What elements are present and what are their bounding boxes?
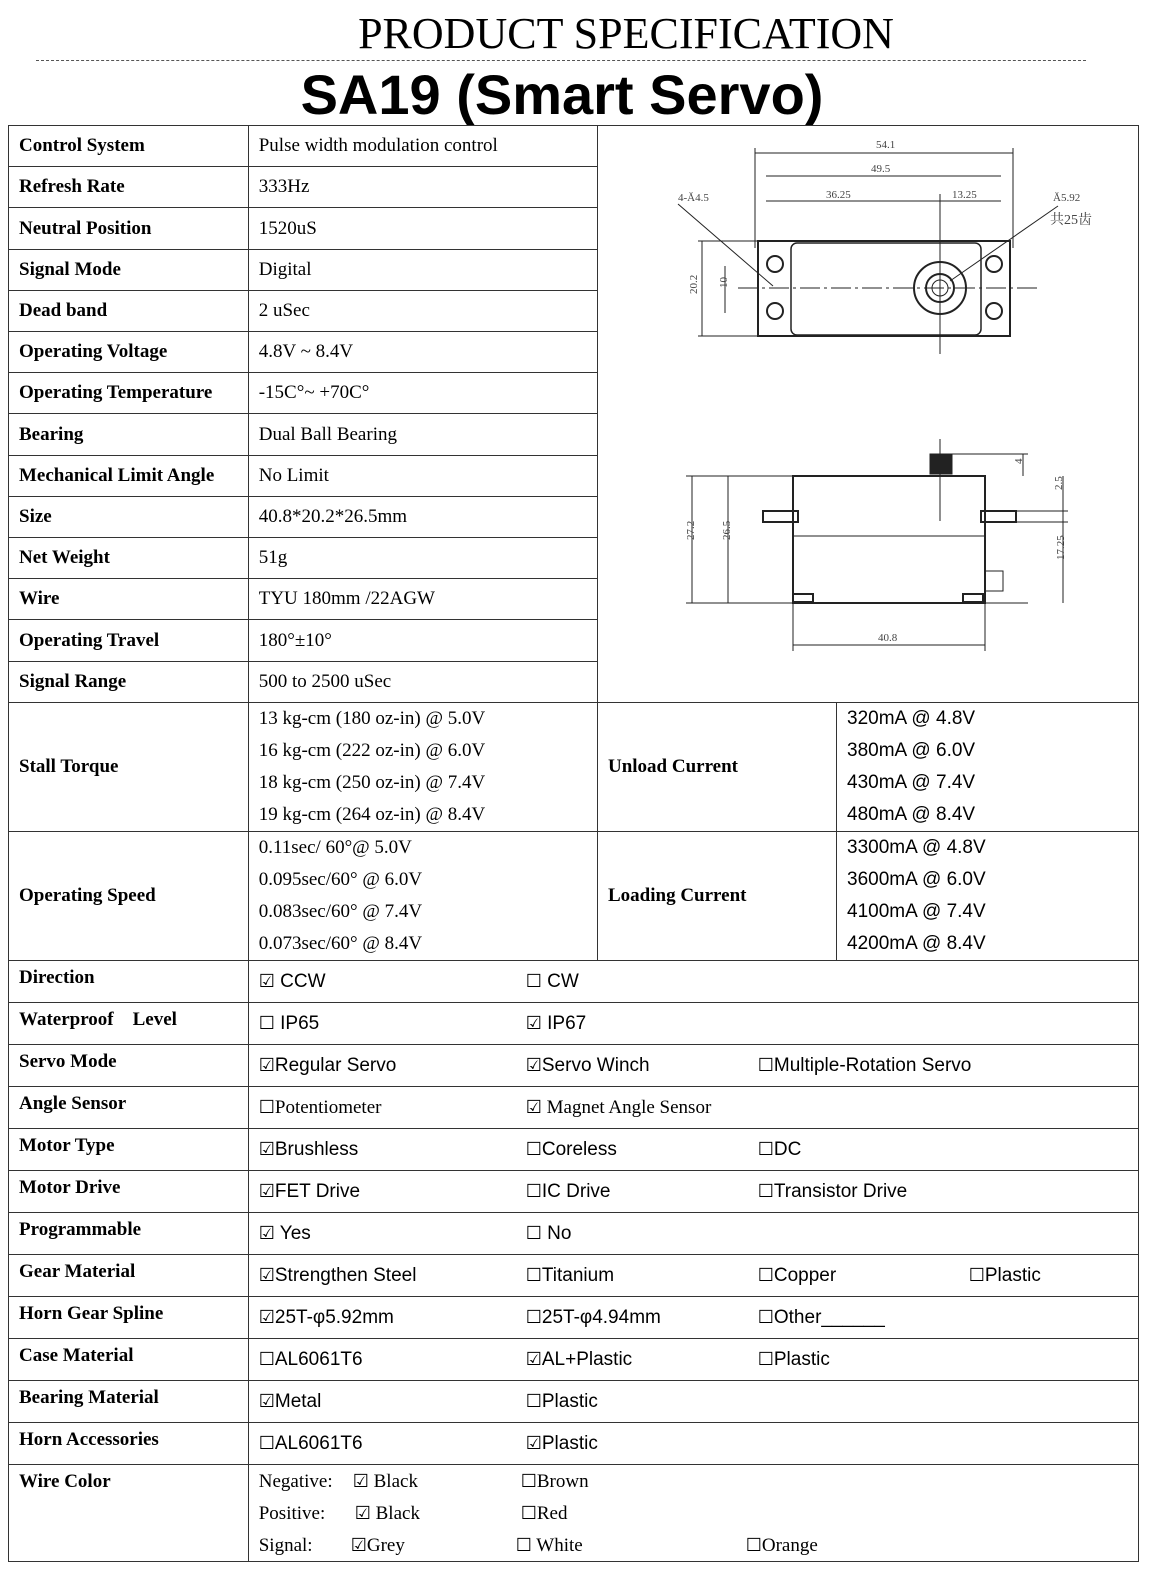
option-checkbox[interactable]: [259, 1265, 417, 1287]
dim-2-5: 2.5: [1052, 476, 1065, 490]
checked-box-icon: ☑: [258, 1265, 275, 1285]
option-row: [9, 1213, 1139, 1255]
option-label: Horn Gear Spline: [9, 1297, 249, 1339]
option-label: Motor Type: [9, 1129, 249, 1171]
option-row: [9, 1171, 1139, 1213]
spec-table: [8, 125, 1139, 1562]
wire-role-label: Negative:: [258, 1471, 333, 1492]
spec-label: Mechanical Limit Angle: [9, 455, 249, 496]
option-checkbox[interactable]: [969, 1265, 1041, 1287]
option-text: AL6061T6: [274, 1349, 363, 1370]
checked-box-icon: ☑: [258, 1223, 275, 1243]
option-text: 25T-φ5.92mm: [274, 1307, 394, 1328]
spec-label: Net Weight: [9, 538, 249, 579]
checked-box-icon: ☑: [352, 1471, 369, 1491]
spec-value: No Limit: [248, 455, 597, 496]
option-checkbox[interactable]: [259, 1223, 311, 1245]
option-text: Strengthen Steel: [274, 1265, 417, 1286]
option-label: Servo Mode: [9, 1045, 249, 1087]
option-checkbox[interactable]: [259, 1055, 397, 1077]
option-checkbox[interactable]: [758, 1139, 802, 1161]
unchecked-box-icon: ☐: [757, 1139, 774, 1159]
option-checkbox[interactable]: [526, 1181, 611, 1203]
option-checkbox[interactable]: [259, 1349, 363, 1371]
dim-27-2: 27.2: [684, 520, 697, 540]
wire-color-text: Black: [368, 1471, 418, 1492]
spec-value: 500 to 2500 uSec: [248, 661, 597, 702]
option-label: Programmable: [9, 1213, 249, 1255]
spec-value: Digital: [248, 249, 597, 290]
speed-current-value: 4200mA @ 8.4V: [847, 933, 986, 954]
option-text: Plastic: [984, 1265, 1041, 1286]
spec-value: 51g: [248, 538, 597, 579]
option-checkbox[interactable]: [526, 1349, 632, 1371]
option-text: Multiple-Rotation Servo: [773, 1055, 972, 1076]
spec-label: Signal Mode: [9, 249, 249, 290]
option-checkbox[interactable]: [259, 1433, 363, 1455]
unchecked-box-icon: ☐: [258, 1097, 275, 1117]
wire-color-text: Brown: [536, 1471, 589, 1492]
unchecked-box-icon: ☐: [520, 1471, 537, 1491]
option-checkbox[interactable]: [259, 1307, 394, 1329]
wire-color-checkbox[interactable]: [351, 1535, 405, 1557]
checked-box-icon: ☑: [525, 1097, 542, 1117]
speed-current-value: 4100mA @ 7.4V: [847, 901, 986, 922]
option-text: Plastic: [773, 1349, 830, 1370]
option-text: IC Drive: [541, 1181, 611, 1202]
dim-49-5: 49.5: [870, 163, 891, 175]
option-checkbox[interactable]: [758, 1265, 836, 1287]
option-checkbox[interactable]: [526, 1223, 572, 1245]
option-text: Yes: [274, 1223, 311, 1244]
spec-label: Signal Range: [9, 661, 249, 702]
option-label: Motor Drive: [9, 1171, 249, 1213]
speed-row: [9, 832, 1139, 961]
torque-current-value: 380mA @ 6.0V: [847, 740, 976, 761]
option-text: No: [541, 1223, 572, 1244]
dim-26-5: 26.5: [720, 520, 733, 540]
unchecked-box-icon: ☐: [525, 1307, 542, 1327]
wire-role-label: Signal:: [258, 1535, 313, 1556]
checked-box-icon: ☑: [258, 1181, 275, 1201]
option-text: Plastic: [541, 1433, 598, 1454]
spec-value: 2 uSec: [248, 290, 597, 331]
wire-color-text: White: [531, 1535, 583, 1556]
checked-box-icon: ☑: [258, 1307, 275, 1327]
spec-value: 333Hz: [248, 167, 597, 208]
option-checkbox[interactable]: [259, 1391, 322, 1413]
document-title: PRODUCT SPECIFICATION: [358, 9, 894, 58]
option-label: Case Material: [9, 1339, 249, 1381]
option-text: DC: [773, 1139, 802, 1160]
wire-color-checkbox[interactable]: [521, 1471, 589, 1493]
option-checkbox[interactable]: [526, 1139, 617, 1161]
option-checkbox[interactable]: [758, 1349, 830, 1371]
unchecked-box-icon: ☐: [520, 1503, 537, 1523]
option-row: [9, 1339, 1139, 1381]
dim-17-25: 17.25: [1054, 535, 1067, 560]
unchecked-box-icon: ☐: [757, 1055, 774, 1075]
option-checkbox[interactable]: [526, 1097, 712, 1119]
option-text: Titanium: [541, 1265, 615, 1286]
unchecked-box-icon: ☐: [525, 1223, 542, 1243]
option-checkbox[interactable]: [526, 1055, 650, 1077]
spec-value: Pulse width modulation control: [248, 126, 597, 167]
wire-color-text: Red: [536, 1503, 568, 1524]
unchecked-box-icon: ☐: [757, 1181, 774, 1201]
speed-current-value: 3600mA @ 6.0V: [847, 869, 986, 890]
wire-color-text: Orange: [761, 1535, 818, 1556]
spec-label: Operating Temperature: [9, 373, 249, 414]
dim-36-25: 36.25: [825, 189, 851, 201]
wire-color-label: Wire Color: [9, 1465, 249, 1562]
option-text: IP65: [274, 1013, 320, 1034]
spec-label: Refresh Rate: [9, 167, 249, 208]
option-checkbox[interactable]: [526, 971, 579, 993]
option-text: 25T-φ4.94mm: [541, 1307, 661, 1328]
unchecked-box-icon: ☐: [525, 1391, 542, 1411]
unchecked-box-icon: ☐: [525, 971, 542, 991]
speed-current-label: Loading Current: [597, 832, 836, 961]
spec-value: 40.8*20.2*26.5mm: [248, 496, 597, 537]
option-text: Transistor Drive: [773, 1181, 908, 1202]
checked-box-icon: ☑: [525, 1055, 542, 1075]
option-row: [9, 961, 1139, 1003]
torque-value: 19 kg-cm (264 oz-in) @ 8.4V: [258, 804, 486, 825]
spec-value: 180°±10°: [248, 620, 597, 661]
option-row: [9, 1255, 1139, 1297]
checked-box-icon: ☑: [258, 1391, 275, 1411]
option-checkbox[interactable]: [526, 1391, 598, 1413]
torque-value: 18 kg-cm (250 oz-in) @ 7.4V: [258, 772, 486, 793]
option-checkbox[interactable]: [526, 1307, 661, 1329]
option-text: AL+Plastic: [541, 1349, 633, 1370]
checked-box-icon: ☑: [258, 1055, 275, 1075]
option-checkbox[interactable]: [526, 1265, 614, 1287]
spec-value: 1520uS: [248, 208, 597, 249]
option-text: Brushless: [274, 1139, 359, 1160]
spec-label: Operating Voltage: [9, 332, 249, 373]
dim-4: 4: [1012, 458, 1025, 464]
option-text: Other______: [773, 1307, 885, 1328]
torque-label: Stall Torque: [9, 703, 249, 832]
torque-current-value: 480mA @ 8.4V: [847, 804, 976, 825]
option-text: Copper: [773, 1265, 837, 1286]
wire-color-checkbox[interactable]: [353, 1471, 418, 1493]
wire-color-row: [9, 1465, 1139, 1562]
option-row: [9, 1129, 1139, 1171]
dim-40-8: 40.8: [877, 632, 898, 644]
spec-label: Bearing: [9, 414, 249, 455]
checked-box-icon: ☑: [525, 1013, 542, 1033]
checked-box-icon: ☑: [354, 1503, 371, 1523]
torque-current-label: Unload Current: [597, 703, 836, 832]
speed-value: 0.083sec/60° @ 7.4V: [258, 901, 423, 922]
unchecked-box-icon: ☐: [525, 1181, 542, 1201]
checked-box-icon: ☑: [350, 1535, 367, 1555]
unchecked-box-icon: ☐: [757, 1307, 774, 1327]
option-label: Gear Material: [9, 1255, 249, 1297]
unchecked-box-icon: ☐: [258, 1013, 275, 1033]
unchecked-box-icon: ☐: [757, 1265, 774, 1285]
dim-20-2: 20.2: [687, 274, 700, 294]
dim-13-25: 13.25: [951, 189, 977, 201]
dim-10: 10: [717, 277, 730, 288]
spec-value: -15C°~ +70C°: [248, 373, 597, 414]
option-text: FET Drive: [274, 1181, 361, 1202]
speed-value: 0.073sec/60° @ 8.4V: [258, 933, 423, 954]
option-label: Waterproof Level: [9, 1003, 249, 1045]
option-row: [9, 1297, 1139, 1339]
wire-color-text: Black: [370, 1503, 420, 1524]
dim-holes: 4-Ă4.5: [677, 192, 709, 204]
option-checkbox[interactable]: [259, 1013, 320, 1035]
torque-value: 16 kg-cm (222 oz-in) @ 6.0V: [258, 740, 486, 761]
title-divider: [36, 60, 1086, 61]
option-label: Angle Sensor: [9, 1087, 249, 1129]
spec-row: [9, 126, 1139, 167]
option-text: Servo Winch: [541, 1055, 650, 1076]
unchecked-box-icon: ☐: [258, 1349, 275, 1369]
dim-spline: Ă5.92: [1052, 192, 1081, 204]
checked-box-icon: ☑: [258, 971, 275, 991]
unchecked-box-icon: ☐: [525, 1265, 542, 1285]
option-text: Coreless: [541, 1139, 617, 1160]
checked-box-icon: ☑: [525, 1433, 542, 1453]
wire-color-text: Grey: [366, 1535, 405, 1556]
spec-label: Dead band: [9, 290, 249, 331]
torque-current-value: 320mA @ 4.8V: [847, 708, 976, 729]
option-label: Bearing Material: [9, 1381, 249, 1423]
spec-label: Size: [9, 496, 249, 537]
wire-color-checkbox[interactable]: [516, 1535, 583, 1557]
wire-color-checkbox[interactable]: [355, 1503, 420, 1525]
spec-label: Neutral Position: [9, 208, 249, 249]
checked-box-icon: ☑: [258, 1139, 275, 1159]
option-text: IP67: [541, 1013, 587, 1034]
option-text: Metal: [274, 1391, 322, 1412]
option-checkbox[interactable]: [758, 1307, 885, 1329]
option-checkbox[interactable]: [758, 1055, 972, 1077]
unchecked-box-icon: ☐: [745, 1535, 762, 1555]
option-row: [9, 1381, 1139, 1423]
option-row: [9, 1003, 1139, 1045]
option-text: Potentiometer: [274, 1097, 382, 1118]
unchecked-box-icon: ☐: [515, 1535, 532, 1555]
option-checkbox[interactable]: [259, 1097, 382, 1119]
option-checkbox[interactable]: [526, 1013, 587, 1035]
unchecked-box-icon: ☐: [968, 1265, 985, 1285]
dimension-drawing: [597, 126, 1138, 703]
torque-current-value: 430mA @ 7.4V: [847, 772, 976, 793]
top-view-drawing: [678, 139, 1092, 354]
option-checkbox[interactable]: [259, 971, 326, 993]
checked-box-icon: ☑: [525, 1349, 542, 1369]
option-text: CCW: [274, 971, 326, 992]
torque-row: [9, 703, 1139, 832]
speed-value: 0.095sec/60° @ 6.0V: [258, 869, 423, 890]
wire-color-checkbox[interactable]: [746, 1535, 818, 1557]
spec-value: TYU 180mm /22AGW: [248, 579, 597, 620]
option-text: CW: [541, 971, 579, 992]
dim-54-1: 54.1: [875, 139, 896, 151]
option-checkbox[interactable]: [758, 1181, 908, 1203]
speed-value: 0.11sec/ 60°@ 5.0V: [258, 837, 412, 858]
unchecked-box-icon: ☐: [258, 1433, 275, 1453]
wire-role-label: Positive:: [258, 1503, 326, 1524]
model-title: SA19 (Smart Servo): [300, 63, 824, 126]
option-text: AL6061T6: [274, 1433, 363, 1454]
option-text: Magnet Angle Sensor: [541, 1097, 712, 1118]
option-row: [9, 1045, 1139, 1087]
torque-value: 13 kg-cm (180 oz-in) @ 5.0V: [258, 708, 486, 729]
unchecked-box-icon: ☐: [757, 1349, 774, 1369]
dim-teeth: 共25齿: [1049, 213, 1092, 228]
option-label: Horn Accessories: [9, 1423, 249, 1465]
unchecked-box-icon: ☐: [525, 1139, 542, 1159]
option-checkbox[interactable]: [526, 1433, 598, 1455]
wire-color-checkbox[interactable]: [521, 1503, 568, 1525]
spec-label: Wire: [9, 579, 249, 620]
option-row: [9, 1423, 1139, 1465]
side-view-drawing: [685, 439, 1068, 651]
spec-value: 4.8V ~ 8.4V: [248, 332, 597, 373]
speed-label: Operating Speed: [9, 832, 249, 961]
option-label: Direction: [9, 961, 249, 1003]
option-text: Regular Servo: [274, 1055, 397, 1076]
spec-label: Control System: [9, 126, 249, 167]
option-text: Plastic: [541, 1391, 598, 1412]
option-checkbox[interactable]: [259, 1181, 360, 1203]
speed-current-value: 3300mA @ 4.8V: [847, 837, 986, 858]
spec-value: Dual Ball Bearing: [248, 414, 597, 455]
option-checkbox[interactable]: [259, 1139, 359, 1161]
option-row: [9, 1087, 1139, 1129]
spec-label: Operating Travel: [9, 620, 249, 661]
